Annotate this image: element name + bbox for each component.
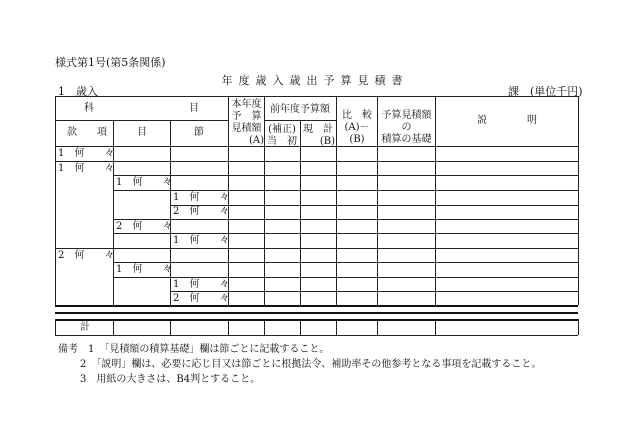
table-rule <box>377 319 378 335</box>
header-estimate-basis-line: 積算の基礎 <box>381 134 432 145</box>
header-comparison <box>337 110 377 146</box>
table-double-rule <box>55 312 578 314</box>
header-initial-line: 当 初 <box>267 136 297 147</box>
table-rule <box>336 319 337 335</box>
table-rule <box>113 219 578 220</box>
header-moku: 目 <box>137 127 147 138</box>
header-current-estimate-line: (A) <box>248 135 264 146</box>
header-estimate-basis <box>378 110 435 146</box>
row-moku-label: 1 何 々 <box>116 177 173 188</box>
header-moku-top: 目 <box>189 103 199 114</box>
header-current-total-line: 現 計 <box>303 124 333 135</box>
note-2: 2 「説明」欄は、必要に応じ目又は節ごとに根拠法令、補助率その他参考となる事項を記載すること。 <box>80 359 542 370</box>
table-border-bottom <box>55 335 578 336</box>
unit-label: 課 (単位千円) <box>508 85 583 98</box>
table-rule <box>435 319 436 335</box>
form-number: 様式第1号(第5条関係) <box>55 56 166 69</box>
row-setsu-label: 2 何 々 <box>173 206 230 217</box>
row-setsu-label: 1 何 々 <box>173 279 230 290</box>
row-kan-label: 1 何 々 <box>58 163 115 174</box>
header-current-estimate-line: 本年度 <box>231 99 262 110</box>
table-rule <box>228 319 229 335</box>
table-double-rule <box>55 319 578 321</box>
note-3: 3 用紙の大きさは、B4判とすること。 <box>80 374 261 385</box>
section-label: 1 歳入 <box>58 85 98 98</box>
table-rule <box>170 205 578 206</box>
header-explanation: 説 明 <box>477 115 537 126</box>
header-current-estimate-line: 予 算 <box>231 111 262 122</box>
table-rule <box>300 319 301 335</box>
row-kan-label: 1 何 々 <box>58 148 115 159</box>
table-rule <box>113 175 578 176</box>
table-double-rule <box>55 305 578 307</box>
row-kan-label: 2 何 々 <box>58 250 115 261</box>
row-setsu-label: 1 何 々 <box>173 235 230 246</box>
table-border-right <box>578 319 579 335</box>
header-comparison-line: (A)－(B) <box>344 122 370 145</box>
table-rule <box>55 120 228 121</box>
table-rule <box>113 262 578 263</box>
header-current-estimate-line: 見積額 <box>231 123 262 134</box>
table-rule <box>113 277 578 278</box>
table-rule <box>170 120 171 305</box>
header-comparison-line: 比 較 <box>342 110 372 121</box>
table-border-left <box>55 319 56 335</box>
header-kan-kou: 款 項 <box>67 127 107 138</box>
table-rule <box>113 190 578 191</box>
header-revised-initial <box>265 124 299 148</box>
table-rule <box>55 248 578 249</box>
table-border-right <box>578 96 579 305</box>
table-rule <box>113 319 114 335</box>
document-title: 年度歳入歳出予算見積書 <box>221 74 409 87</box>
row-moku-label: 2 何 々 <box>116 221 173 232</box>
note-1: 備考 1 「見積額の積算基礎」欄は節ごとに記載すること。 <box>58 344 330 355</box>
header-prior-budget: 前年度予算額 <box>270 104 330 115</box>
header-setsu: 節 <box>194 127 204 138</box>
header-revised-line: (補正) <box>268 124 296 135</box>
table-rule <box>170 291 578 292</box>
header-kamoku: 科 <box>84 103 94 114</box>
table-rule <box>113 233 578 234</box>
row-setsu-label: 1 何 々 <box>173 192 230 203</box>
table-rule <box>55 161 578 162</box>
header-current-total <box>301 124 335 148</box>
table-border-left <box>55 96 56 305</box>
table-rule <box>264 319 265 335</box>
header-estimate-basis-line: 予算見積額の <box>381 110 432 133</box>
row-moku-label: 1 何 々 <box>116 264 173 275</box>
row-setsu-label: 2 何 々 <box>173 293 230 304</box>
row-total-label: 計 <box>80 322 90 333</box>
table-border-top <box>55 96 578 97</box>
table-rule <box>435 96 436 305</box>
header-current-estimate <box>229 99 264 147</box>
header-current-total-line: (B) <box>319 136 335 147</box>
table-rule <box>170 319 171 335</box>
